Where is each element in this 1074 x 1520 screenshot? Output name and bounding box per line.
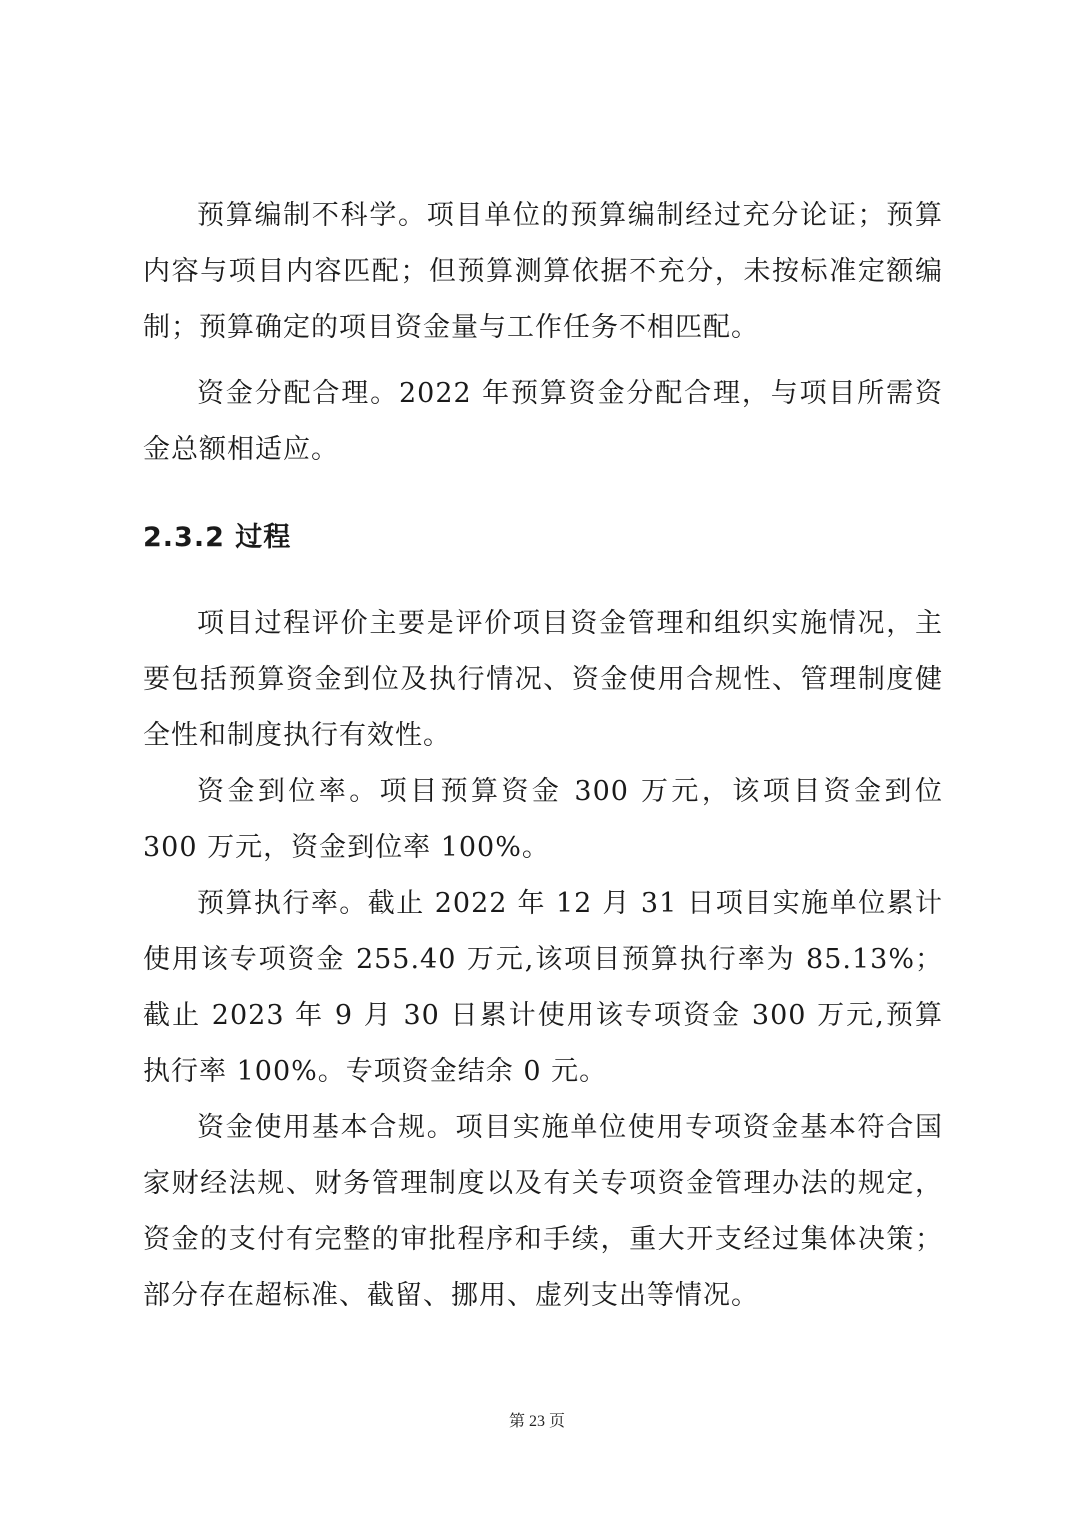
paragraph-fund-use-compliance: 资金使用基本合规。项目实施单位使用专项资金基本符合国家财经法规、财务管理制度以及有关专项资金管理办法的规定，资金的支付有完整的审批程序和手续，重大开支经过集体决策；部分存在超标准、截留、挪用、虚列支出等情况。 bbox=[143, 1112, 943, 1311]
paragraph-budget-execution-rate: 预算执行率。截止 2022 年 12 月 31 日项目实施单位累计使用该专项资金 255.40 万元,该项目预算执行率为 85.13%；截止 2023 年 9 月 30 日累计使用该专项资金 300 万元,预算执行率 100%。专项资金结余 0 元。 bbox=[143, 888, 943, 1087]
page-content bbox=[143, 188, 943, 1324]
section-heading-process: 2.3.2 过程 bbox=[143, 522, 292, 553]
page-number: 第 23 页 bbox=[508, 1413, 565, 1430]
paragraph-budget-compilation: 预算编制不科学。项目单位的预算编制经过充分论证；预算内容与项目内容匹配；但预算测算依据不充分，未按标准定额编制；预算确定的项目资金量与工作任务不相匹配。 bbox=[143, 200, 943, 343]
paragraph-process-evaluation: 项目过程评价主要是评价项目资金管理和组织实施情况，主要包括预算资金到位及执行情况、资金使用合规性、管理制度健全性和制度执行有效性。 bbox=[143, 608, 943, 751]
paragraph-fund-allocation: 资金分配合理。2022 年预算资金分配合理，与项目所需资金总额相适应。 bbox=[143, 378, 943, 465]
paragraph-fund-arrival-rate: 资金到位率。项目预算资金 300 万元，该项目资金到位 300 万元，资金到位率 100%。 bbox=[143, 776, 943, 863]
